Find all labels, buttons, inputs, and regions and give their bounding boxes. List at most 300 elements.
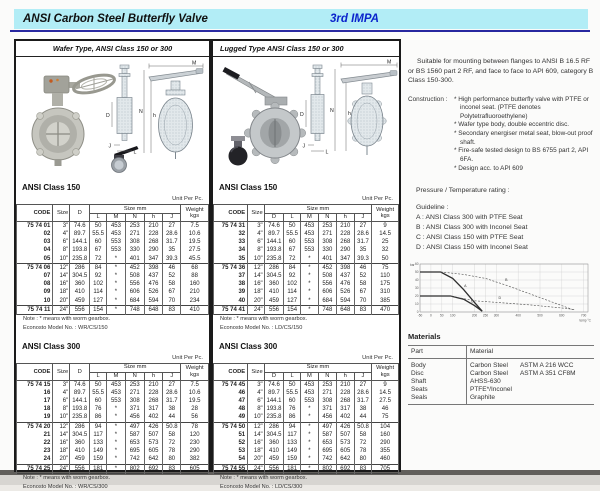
code-cell: 21 xyxy=(17,431,53,439)
dim-cell: 308 xyxy=(318,398,336,406)
unit-per-pc: Unit Per Pc. xyxy=(362,354,393,361)
dim-cell: 3" xyxy=(248,222,265,231)
dim-cell: 556 xyxy=(70,306,90,315)
dim-cell: 154 xyxy=(284,306,301,315)
dim-cell: 74.6 xyxy=(264,222,284,231)
dim-cell: 52 xyxy=(163,272,181,280)
dim-cell: 410 xyxy=(181,306,209,315)
col-header-m: M xyxy=(107,372,126,381)
dim-cell: 144.1 xyxy=(264,239,284,247)
dim-cell: * xyxy=(300,306,318,315)
list-item: * Secondary energiser metal seat, blow-out proof shaft. xyxy=(454,130,593,146)
dim-cell: 347 xyxy=(336,255,354,264)
code-cell: 75 74 36 xyxy=(214,264,248,273)
dim-cell: 20" xyxy=(248,456,265,465)
dim-cell: 304.5 xyxy=(264,431,284,439)
model-number: Econosto Model No. : LD/CS/300 xyxy=(220,483,303,490)
header-bar xyxy=(14,9,588,29)
dim-cell: 360 xyxy=(70,281,90,289)
dim-cell: 39.3 xyxy=(163,255,181,264)
dim-cell: 50.8 xyxy=(354,423,371,432)
table-row xyxy=(214,381,399,390)
dim-cell: 6" xyxy=(53,239,70,247)
dim-cell: 459 xyxy=(70,297,90,306)
dim-cell: 193.8 xyxy=(264,406,284,414)
dim-cell: 31.7 xyxy=(354,239,371,247)
dim-cell: 290 xyxy=(181,448,209,456)
dim-cell: 88 xyxy=(181,272,209,280)
dim-cell: 104 xyxy=(372,423,399,432)
gear-operated-wafer-valve-photo xyxy=(32,72,116,166)
table-row xyxy=(17,306,209,315)
dim-cell: 553 xyxy=(107,239,126,247)
dim-cell: 12" xyxy=(53,423,70,432)
page-title: ANSI Carbon Steel Butterfly Valve xyxy=(23,13,208,25)
svg-text:600: 600 xyxy=(559,313,565,318)
dim-cell: 705 xyxy=(372,465,399,474)
dim-cell: 28.6 xyxy=(354,231,371,239)
table-row xyxy=(214,306,399,315)
table-row xyxy=(214,255,399,264)
dim-cell: 78 xyxy=(163,448,181,456)
lugged-panel-title: Lugged Type ANSI Class 150 or 300 xyxy=(213,41,399,57)
dim-cell: 117 xyxy=(284,431,301,439)
dim-cell: 398 xyxy=(144,264,163,273)
code-cell: 75 74 45 xyxy=(214,381,248,390)
table-row xyxy=(17,465,209,474)
dim-cell: 453 xyxy=(300,222,318,231)
dim-cell: 308 xyxy=(125,239,144,247)
lugged-class300-table xyxy=(213,363,399,474)
gearbox-note: Note : * means with worm gearbox. xyxy=(220,316,308,323)
dim-cell: 228 xyxy=(144,389,163,397)
dim-cell: 12" xyxy=(53,264,70,273)
dim-cell: 72 xyxy=(284,255,301,264)
class300-section-head xyxy=(22,336,203,361)
dim-cell: 10" xyxy=(248,414,265,423)
col-header-weight: Weight kgs xyxy=(181,363,209,380)
dim-cell: 235.8 xyxy=(70,255,90,264)
dim-cell: 24" xyxy=(248,306,265,315)
dim-cell: 556 xyxy=(70,465,90,474)
dim-cell: * xyxy=(107,423,126,432)
dim-label-d: D xyxy=(106,113,110,119)
dim-cell: 14" xyxy=(248,272,265,280)
pt-rating-label: Pressure / Temperature rating : xyxy=(416,187,510,195)
dim-cell: 526 xyxy=(336,289,354,297)
dim-cell: 60 xyxy=(284,398,301,406)
dim-cell: 573 xyxy=(336,440,354,448)
col-header-size: Size xyxy=(53,205,70,222)
dim-cell: 38 xyxy=(163,406,181,414)
dim-cell: 193.8 xyxy=(264,247,284,255)
dim-cell: 160 xyxy=(181,281,209,289)
dim-cell: 159 xyxy=(284,456,301,465)
svg-text:500: 500 xyxy=(537,313,543,318)
table-row xyxy=(17,381,209,390)
dim-cell: 210 xyxy=(144,222,163,231)
material-value: Carbon Steel ASTM A 351 CF8M xyxy=(470,369,576,377)
dim-cell: 89.7 xyxy=(264,389,284,397)
col-header-h: h xyxy=(336,372,354,381)
code-cell: 75 74 06 xyxy=(17,264,53,273)
series-C xyxy=(420,296,482,311)
dim-cell: 94 xyxy=(284,423,301,432)
dim-cell: 72 xyxy=(163,440,181,448)
dim-cell: 83 xyxy=(163,465,181,474)
dim-cell: 46 xyxy=(372,406,399,414)
dim-cell: 459 xyxy=(264,297,284,306)
dim-cell: 50 xyxy=(90,381,107,390)
dim-cell: 28 xyxy=(181,406,209,414)
dim-cell: 228 xyxy=(336,231,354,239)
dim-cell: 507 xyxy=(144,431,163,439)
dim-cell: 456 xyxy=(318,414,336,423)
dim-cell: 18" xyxy=(53,289,70,297)
dim-cell: 67 xyxy=(354,289,371,297)
material-part: Seals xyxy=(408,394,467,405)
dim-cell: 14.5 xyxy=(372,389,399,397)
list-item: * Wafer type body, double eccentric disc. xyxy=(454,121,570,129)
dim-cell: * xyxy=(300,448,318,456)
dim-cell: 89.7 xyxy=(264,231,284,239)
info-column xyxy=(408,57,594,405)
code-cell: 52 xyxy=(214,440,248,448)
dim-cell: * xyxy=(300,423,318,432)
dim-cell: 80 xyxy=(354,456,371,465)
dim-cell: 437 xyxy=(144,272,163,280)
dim-cell: 27 xyxy=(163,381,181,390)
table-row xyxy=(17,247,209,255)
dim-cell: 382 xyxy=(181,456,209,465)
table-row xyxy=(17,231,209,239)
col-header-code: CODE xyxy=(17,363,53,380)
dim-cell: 9 xyxy=(372,381,399,390)
dim-cell: 92 xyxy=(284,272,301,280)
dim-cell: 27 xyxy=(354,381,371,390)
dim-cell: 553 xyxy=(107,247,126,255)
dim-cell: 18" xyxy=(248,448,265,456)
dim-cell: 452 xyxy=(318,264,336,273)
dim-cell: 642 xyxy=(336,456,354,465)
dim-cell: 4" xyxy=(53,231,70,239)
dim-cell: 80 xyxy=(163,456,181,465)
dim-cell: 290 xyxy=(336,247,354,255)
dim-cell: 133 xyxy=(284,440,301,448)
class150-section-head xyxy=(22,177,203,202)
svg-text:200: 200 xyxy=(471,313,478,318)
list-item: * Design acc. to API 609 xyxy=(454,164,523,172)
dim-cell: 70 xyxy=(163,297,181,306)
code-cell: 17 xyxy=(17,398,53,406)
dim-cell: 459 xyxy=(264,456,284,465)
svg-text:700: 700 xyxy=(580,313,587,318)
dim-cell: 360 xyxy=(264,281,284,289)
table-row xyxy=(214,264,399,273)
dim-cell: 286 xyxy=(70,264,90,273)
series-label-D: D xyxy=(498,295,502,300)
dim-cell: 459 xyxy=(70,456,90,465)
dim-label-j: J xyxy=(302,143,306,150)
col-header-j: J xyxy=(163,213,181,222)
code-cell: 05 xyxy=(17,255,53,264)
series-label-C: C xyxy=(470,298,474,303)
dim-cell: * xyxy=(107,406,126,414)
dim-cell: 14" xyxy=(53,431,70,439)
dim-cell: 89.7 xyxy=(70,231,90,239)
col-header-sizemm: Size mm xyxy=(90,205,181,214)
dim-cell: 398 xyxy=(336,264,354,273)
dim-cell: 271 xyxy=(125,231,144,239)
dim-cell: 44 xyxy=(163,414,181,423)
col-header-l: L xyxy=(284,213,301,222)
material-value: PTFE*/Inconel xyxy=(470,386,512,394)
dim-cell: * xyxy=(107,272,126,280)
dim-cell: 67 xyxy=(284,247,301,255)
code-cell: 75 74 41 xyxy=(214,306,248,315)
dim-cell: 210 xyxy=(144,381,163,390)
table-row xyxy=(17,398,209,406)
dim-cell: 426 xyxy=(336,423,354,432)
material-row xyxy=(408,394,594,405)
table-row xyxy=(214,289,399,297)
dim-cell: 12" xyxy=(248,264,265,273)
dim-cell: 72 xyxy=(90,255,107,264)
dim-cell: 76 xyxy=(284,406,301,414)
wafer-class300-table xyxy=(16,363,209,474)
dim-cell: 149 xyxy=(90,448,107,456)
code-cell: 48 xyxy=(214,406,248,414)
dim-cell: 86 xyxy=(284,414,301,423)
guideline-block xyxy=(408,203,594,252)
dim-cell: 24" xyxy=(53,465,70,474)
dim-cell: 304.5 xyxy=(70,431,90,439)
table-row xyxy=(214,414,399,423)
svg-text:100: 100 xyxy=(450,313,456,318)
dim-cell: 228 xyxy=(144,231,163,239)
materials-body xyxy=(408,358,594,405)
table-row xyxy=(214,448,399,456)
dim-cell: 268 xyxy=(336,398,354,406)
dim-cell: 3" xyxy=(53,222,70,231)
dim-cell: 573 xyxy=(144,440,163,448)
dim-cell: 181 xyxy=(284,465,301,474)
dim-cell: 4" xyxy=(248,231,265,239)
dim-cell: 32 xyxy=(372,247,399,255)
dim-cell: 355 xyxy=(372,448,399,456)
code-cell: 49 xyxy=(214,414,248,423)
dim-cell: 10" xyxy=(53,255,70,264)
table-row xyxy=(214,222,399,231)
svg-text:50: 50 xyxy=(414,269,419,274)
dim-cell: 114 xyxy=(90,289,107,297)
dim-cell: 46 xyxy=(163,264,181,273)
dim-cell: * xyxy=(107,289,126,297)
dim-cell: 360 xyxy=(264,440,284,448)
dim-cell: 27.5 xyxy=(372,398,399,406)
dim-cell: 692 xyxy=(336,465,354,474)
col-header-n: N xyxy=(125,213,144,222)
dim-cell: 605 xyxy=(181,465,209,474)
dim-cell: 556 xyxy=(125,281,144,289)
dim-cell: 127 xyxy=(90,297,107,306)
dim-cell: * xyxy=(300,431,318,439)
dim-cell: 14" xyxy=(53,272,70,280)
dim-cell: 74.6 xyxy=(70,222,90,231)
dim-cell: 144.1 xyxy=(70,398,90,406)
dim-cell: 304.5 xyxy=(264,272,284,280)
dim-cell: 74.6 xyxy=(264,381,284,390)
material-row xyxy=(408,358,594,369)
table-row xyxy=(17,414,209,423)
dim-cell: 401 xyxy=(125,255,144,264)
dim-cell: 31.7 xyxy=(354,398,371,406)
svg-text:400: 400 xyxy=(515,313,521,318)
dim-cell: 553 xyxy=(300,247,318,255)
dim-cell: 587 xyxy=(318,431,336,439)
class300-section-head xyxy=(219,336,393,361)
dim-cell: 50 xyxy=(284,222,301,231)
dim-cell: 58 xyxy=(354,431,371,439)
gearbox-note: Note : * means with worm gearbox. xyxy=(23,316,111,323)
dim-cell: 39.3 xyxy=(354,255,371,264)
dim-cell: 55.5 xyxy=(90,231,107,239)
col-header-sizemm: Size mm xyxy=(90,363,181,372)
front-view-drawing xyxy=(330,60,397,156)
table-row xyxy=(17,255,209,264)
dim-cell: 9 xyxy=(372,222,399,231)
dim-cell: 742 xyxy=(318,456,336,465)
col-header-j: J xyxy=(163,372,181,381)
dim-cell: 86 xyxy=(90,414,107,423)
dim-cell: 16" xyxy=(248,281,265,289)
col-header-code: CODE xyxy=(214,363,248,380)
dim-cell: 144.1 xyxy=(264,398,284,406)
series-label-B: B xyxy=(505,277,508,282)
materials-heading: Materials xyxy=(408,331,441,341)
dim-cell: 497 xyxy=(318,423,336,432)
dim-cell: 460 xyxy=(372,456,399,465)
dim-cell: 6" xyxy=(248,398,265,406)
list-item: A : ANSI Class 300 with PTFE Seat xyxy=(416,214,523,222)
col-header-h: h xyxy=(144,213,163,222)
col-header-j: J xyxy=(354,372,371,381)
construction-label: Construction : xyxy=(408,95,448,103)
material-value: Graphite xyxy=(470,394,495,402)
dim-cell: 286 xyxy=(264,264,284,273)
table-row xyxy=(17,289,209,297)
table-row xyxy=(214,231,399,239)
dim-label-h: h xyxy=(153,113,156,119)
table-row xyxy=(17,448,209,456)
dim-cell: 748 xyxy=(125,306,144,315)
dim-cell: 84 xyxy=(90,264,107,273)
dim-cell: 94 xyxy=(90,423,107,432)
dim-cell: 154 xyxy=(90,306,107,315)
table-row xyxy=(214,247,399,255)
materials-col-part: Part xyxy=(408,345,467,358)
table-row xyxy=(17,281,209,289)
dim-cell: 556 xyxy=(264,306,284,315)
dim-cell: 27 xyxy=(163,222,181,231)
code-cell: 24 xyxy=(17,456,53,465)
table-row xyxy=(214,272,399,280)
dim-cell: 159 xyxy=(90,456,107,465)
table-body xyxy=(214,222,399,315)
dim-cell: 46 xyxy=(354,264,371,273)
dim-cell: 24" xyxy=(53,306,70,315)
dim-cell: 10" xyxy=(53,414,70,423)
dim-cell: 55.5 xyxy=(284,231,301,239)
dim-cell: 330 xyxy=(125,247,144,255)
code-cell: 75 74 20 xyxy=(17,423,53,432)
lugged-class150-table xyxy=(213,204,399,315)
code-cell: 22 xyxy=(17,440,53,448)
dim-cell: 55.5 xyxy=(90,389,107,397)
svg-text:bar: bar xyxy=(410,262,415,267)
table-row xyxy=(17,406,209,414)
dim-cell: 193.8 xyxy=(70,406,90,414)
dim-cell: * xyxy=(300,465,318,474)
dim-cell: 308 xyxy=(125,398,144,406)
dim-cell: 55.5 xyxy=(284,389,301,397)
dim-label-l: L xyxy=(325,149,329,156)
dim-cell: 556 xyxy=(264,465,284,474)
dim-cell: 235.8 xyxy=(264,255,284,264)
dim-cell: 8" xyxy=(53,406,70,414)
dim-cell: 210 xyxy=(336,222,354,231)
code-cell: 23 xyxy=(17,448,53,456)
dim-cell: 58 xyxy=(354,281,371,289)
guideline-label: Guideline : xyxy=(416,204,449,212)
dim-cell: 25 xyxy=(372,239,399,247)
dim-cell: 50 xyxy=(372,255,399,264)
table-row xyxy=(17,456,209,465)
class150-heading: ANSI Class 150 xyxy=(22,183,81,192)
table-row xyxy=(17,272,209,280)
col-header-weight: Weight kgs xyxy=(372,205,399,222)
dim-cell: 360 xyxy=(70,440,90,448)
dim-cell: 304.5 xyxy=(70,272,90,280)
dim-cell: 45.5 xyxy=(181,255,209,264)
material-row xyxy=(408,377,594,385)
dim-cell: 75 xyxy=(372,264,399,273)
dim-cell: 67 xyxy=(163,289,181,297)
table-row xyxy=(17,239,209,247)
header-rule xyxy=(10,30,590,32)
code-cell: 40 xyxy=(214,297,248,306)
col-header-h: h xyxy=(336,213,354,222)
dim-cell: * xyxy=(300,406,318,414)
dim-cell: 56 xyxy=(181,414,209,423)
dim-cell: 453 xyxy=(107,231,126,239)
dim-cell: 8" xyxy=(248,247,265,255)
col-header-n: N xyxy=(125,372,144,381)
dim-cell: 748 xyxy=(318,306,336,315)
series-label-A: A xyxy=(464,283,467,288)
dim-cell: 371 xyxy=(318,406,336,414)
dim-cell: 114 xyxy=(284,289,301,297)
dim-cell: 75 xyxy=(372,414,399,423)
list-item: * Fire-safe tested design to BS 6755 part 2, API 6FA. xyxy=(454,147,589,164)
dim-cell: 14.5 xyxy=(372,231,399,239)
dim-cell: 149 xyxy=(284,448,301,456)
dim-cell: 452 xyxy=(125,264,144,273)
table-row xyxy=(214,423,399,432)
class150-heading: ANSI Class 150 xyxy=(219,183,278,192)
table-row xyxy=(214,281,399,289)
svg-text:300: 300 xyxy=(493,313,500,318)
